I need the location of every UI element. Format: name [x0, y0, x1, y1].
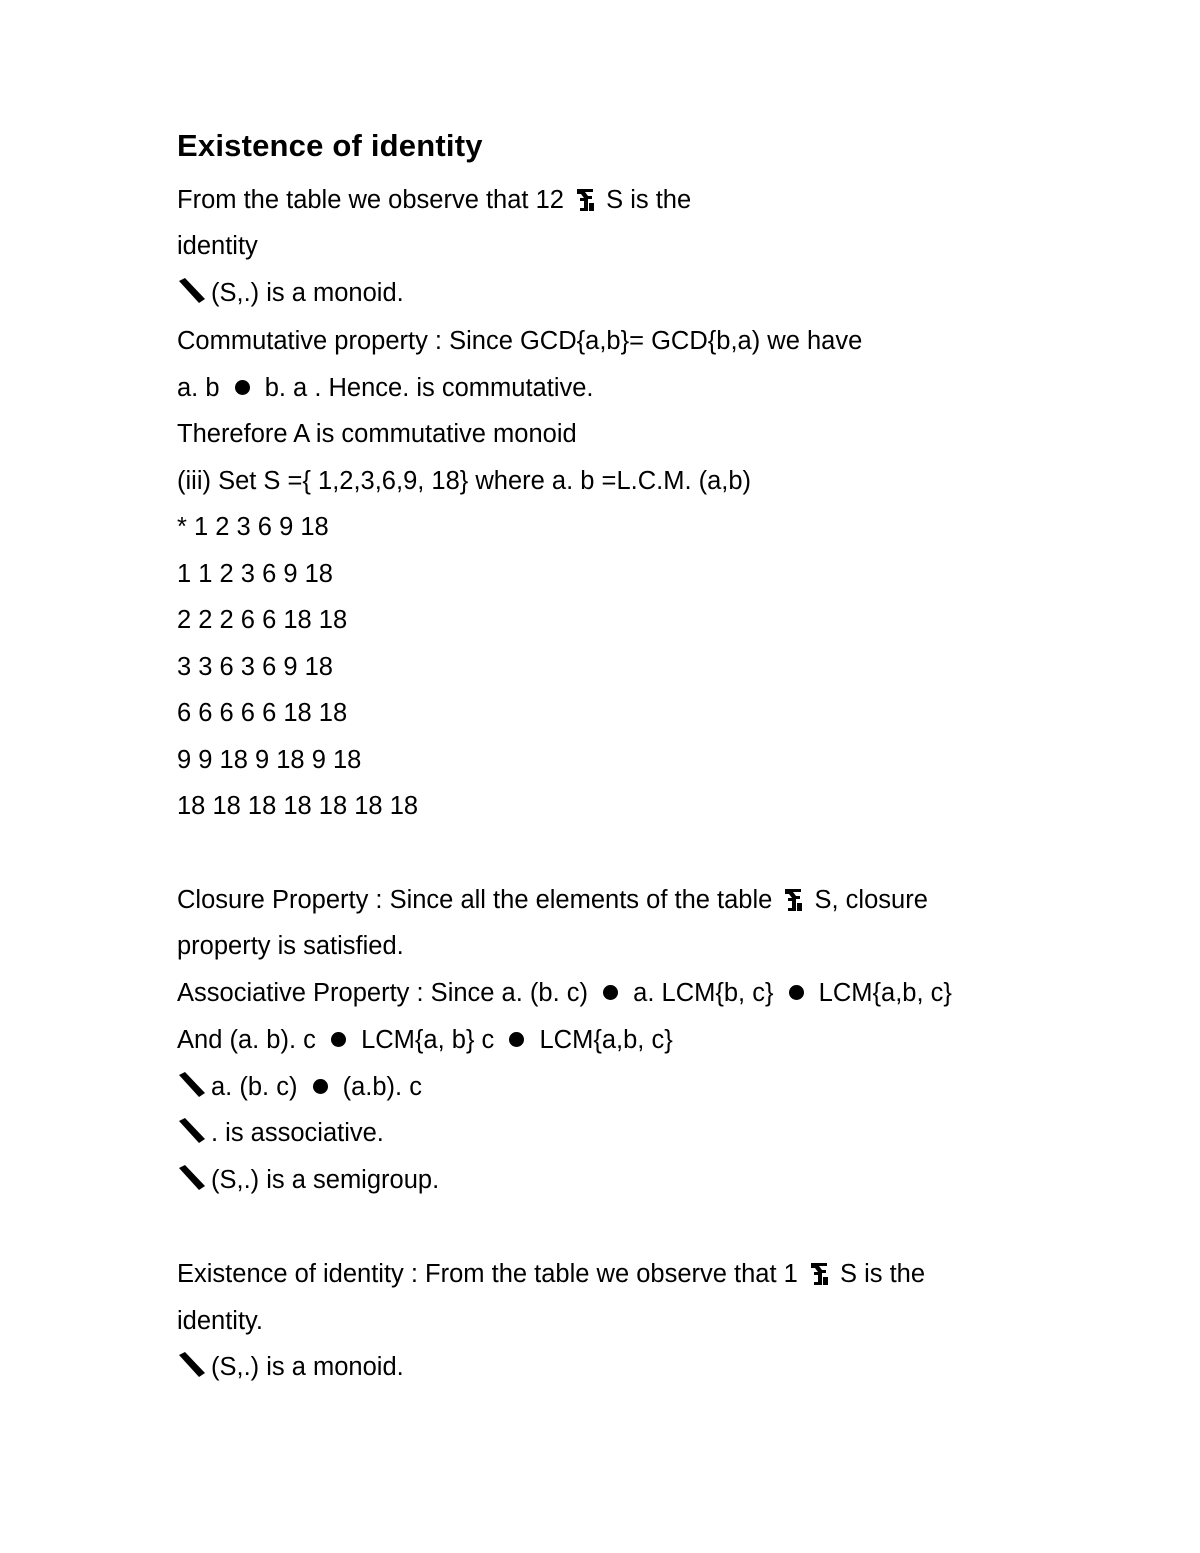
bullet-dot-icon — [313, 1079, 328, 1094]
text-line-therefore — [177, 1117, 384, 1149]
text-line — [177, 325, 862, 357]
text-segment: b. a . Hence. is commutative. — [257, 374, 594, 402]
text-segment: And (a. b). c — [177, 1026, 323, 1054]
text-segment: 18 18 18 18 18 18 18 — [177, 792, 419, 820]
text-segment: 3 3 6 3 6 9 18 — [177, 653, 333, 681]
text-segment: a. LCM{b, c} — [626, 979, 781, 1007]
bullet-dot-icon — [331, 1032, 346, 1047]
text-segment: (S,.) is a monoid. — [211, 279, 404, 307]
text-segment: From the table we observe that 12 — [177, 186, 572, 214]
text-segment: (iii) Set S ={ 1,2,3,6,9, 18} where a. b =L.C.M. (a,b) — [177, 467, 752, 495]
text-line — [177, 230, 258, 262]
text-segment: Existence of identity : From the table we observe that 1 — [177, 1260, 805, 1288]
text-segment: a. b — [177, 374, 227, 402]
text-segment: identity. — [177, 1307, 263, 1335]
text-segment: 6 6 6 6 6 18 18 — [177, 699, 348, 727]
bullet-dot-icon — [509, 1032, 524, 1047]
table-row — [177, 511, 329, 543]
text-line — [177, 1024, 673, 1056]
text-line — [177, 930, 404, 962]
text-segment: property is satisfied. — [177, 932, 404, 960]
text-segment: S is the — [832, 1260, 926, 1288]
text-segment: . is associative. — [211, 1119, 384, 1147]
text-segment: * 1 2 3 6 9 18 — [177, 513, 329, 541]
text-segment: a. (b. c) — [211, 1073, 305, 1101]
text-line — [177, 372, 594, 404]
therefore-symbol-icon — [177, 1351, 207, 1379]
text-line — [177, 1305, 263, 1337]
text-line-therefore — [177, 277, 404, 309]
element-of-symbol-icon — [782, 887, 804, 913]
text-line — [177, 977, 952, 1009]
text-line-therefore — [177, 1351, 404, 1383]
text-line-therefore — [177, 1071, 422, 1103]
bullet-dot-icon — [235, 380, 250, 395]
text-segment: (a.b). c — [335, 1073, 422, 1101]
bullet-dot-icon — [789, 985, 804, 1000]
table-row — [177, 744, 361, 776]
text-segment: S is the — [599, 186, 692, 214]
text-segment: Associative Property : Since a. (b. c) — [177, 979, 596, 1007]
text-segment: S, closure — [807, 886, 928, 914]
text-line-therefore — [177, 1164, 439, 1196]
element-of-symbol-icon — [808, 1261, 830, 1287]
text-line-identity-12 — [177, 184, 691, 216]
bullet-dot-icon — [603, 985, 618, 1000]
text-segment: LCM{a,b, c} — [811, 979, 952, 1007]
text-segment: Commutative property : Since GCD{a,b}= GCD{b,a) we have — [177, 327, 863, 355]
text-line — [177, 465, 751, 497]
text-line — [177, 884, 928, 916]
text-segment: LCM{a,b, c} — [532, 1026, 673, 1054]
therefore-symbol-icon — [177, 1117, 207, 1145]
therefore-symbol-icon — [177, 1071, 207, 1099]
text-segment: Therefore A is commutative monoid — [177, 420, 577, 448]
text-line-identity-1 — [177, 1258, 925, 1290]
text-segment: (S,.) is a semigroup. — [211, 1166, 440, 1194]
text-segment: identity — [177, 232, 258, 260]
text-segment: 2 2 2 6 6 18 18 — [177, 606, 348, 634]
text-segment: (S,.) is a monoid. — [211, 1353, 404, 1381]
table-row — [177, 558, 333, 590]
table-row — [177, 697, 347, 729]
text-segment: 9 9 18 9 18 9 18 — [177, 746, 362, 774]
therefore-symbol-icon — [177, 277, 207, 305]
table-row — [177, 790, 418, 822]
text-line — [177, 418, 577, 450]
page-title: Existence of identity — [177, 128, 483, 163]
text-segment: 1 1 2 3 6 9 18 — [177, 560, 333, 588]
table-row — [177, 651, 333, 683]
table-row — [177, 604, 347, 636]
therefore-symbol-icon — [177, 1164, 207, 1192]
text-segment: LCM{a, b} c — [353, 1026, 502, 1054]
element-of-symbol-icon — [574, 187, 596, 213]
text-segment: Closure Property : Since all the elements of the table — [177, 886, 780, 914]
